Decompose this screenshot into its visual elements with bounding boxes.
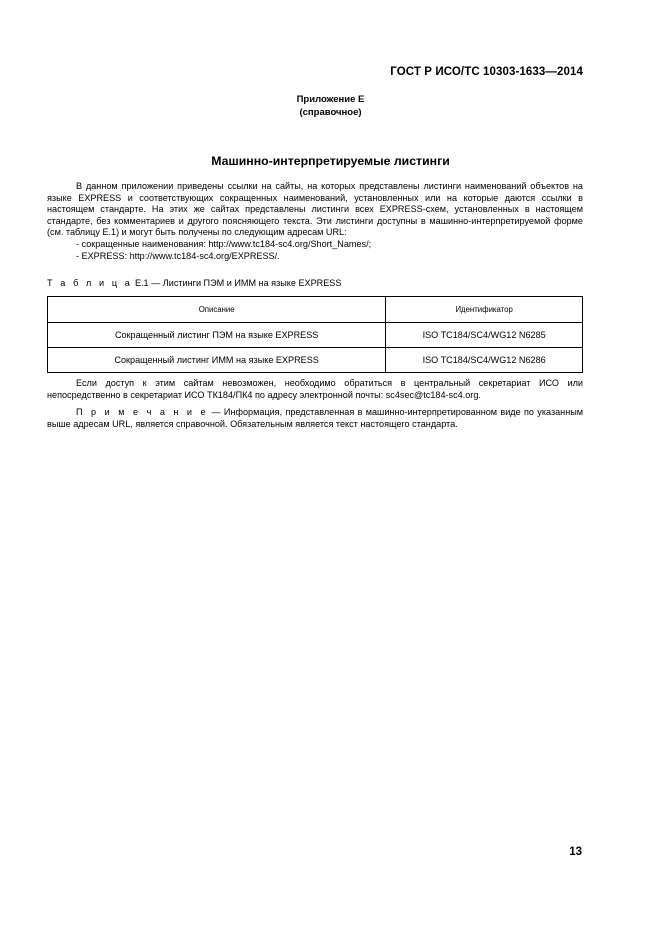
table-row — [48, 323, 583, 348]
table-row — [48, 348, 583, 373]
page-number: 13 — [569, 846, 582, 858]
column-header-description: Описание — [48, 297, 386, 323]
note-text: — Информация, представленная в машинно-интерпретированном виде по указанным выше адресам URL, является справочной. Обязательным является текст настоящего стандарта. — [47, 407, 584, 429]
note-paragraph — [47, 407, 583, 430]
column-header-identifier: Идентификатор — [386, 297, 583, 323]
appendix-label: Приложение Е — [296, 94, 365, 105]
appendix-status: (справочное) — [299, 107, 362, 118]
table-cell: ISO TC184/SC4/WG12 N6286 — [386, 348, 583, 373]
appendix-heading — [0, 93, 661, 119]
table-cell: Сокращенный листинг ПЭМ на языке EXPRESS — [48, 323, 386, 348]
table-cell: Сокращенный листинг ИММ на языке EXPRESS — [48, 348, 386, 373]
listings-table — [47, 296, 583, 373]
list-item: - сокращенные наименования: http://www.tc184-sc4.org/Short_Names/; — [76, 238, 372, 249]
standard-identifier: ГОСТ Р ИСО/ТС 10303-1633—2014 — [390, 66, 583, 78]
contact-paragraph: Если доступ к этим сайтам невозможен, необходимо обратиться в центральный секретариат ИСО или непосредственно в секретариат ИСО ТК184/ПК4 по адресу электронной почты: sc4sec@tc184-sc4.org. — [47, 378, 583, 400]
table-caption-label: Т а б л и ц а — [47, 278, 133, 288]
intro-paragraph: В данном приложении приведены ссылки на сайты, на которых представлены листинги наименований объектов на языке EXPRESS и соответствующих сокращенных наименований, установленных или на которые даются ссылки в настоящем стандарте. На этих же сайтах представлены листинги всех EXPRESS-схем, установленных в настоящем стандарте, без комментариев и другого поясняющего текста. Эти листинги доступны в машинно-интерпретируемой форме (см. таблицу Е.1) и могут быть получены по следующим адресам URL: — [47, 181, 583, 238]
after-table-section — [47, 378, 583, 436]
note-label: П р и м е ч а н и е — [76, 407, 209, 418]
table-header-row — [48, 297, 583, 323]
list-item: - EXPRESS: http://www.tc184-sc4.org/EXPRESS/. — [76, 250, 280, 261]
intro-section — [47, 181, 583, 262]
table-cell: ISO TC184/SC4/WG12 N6285 — [386, 323, 583, 348]
page-title: Машинно-интерпретируемые листинги — [211, 154, 450, 168]
table-caption-text: Е.1 — Листинги ПЭМ и ИММ на языке EXPRESS — [134, 278, 342, 288]
table-caption — [47, 278, 341, 288]
